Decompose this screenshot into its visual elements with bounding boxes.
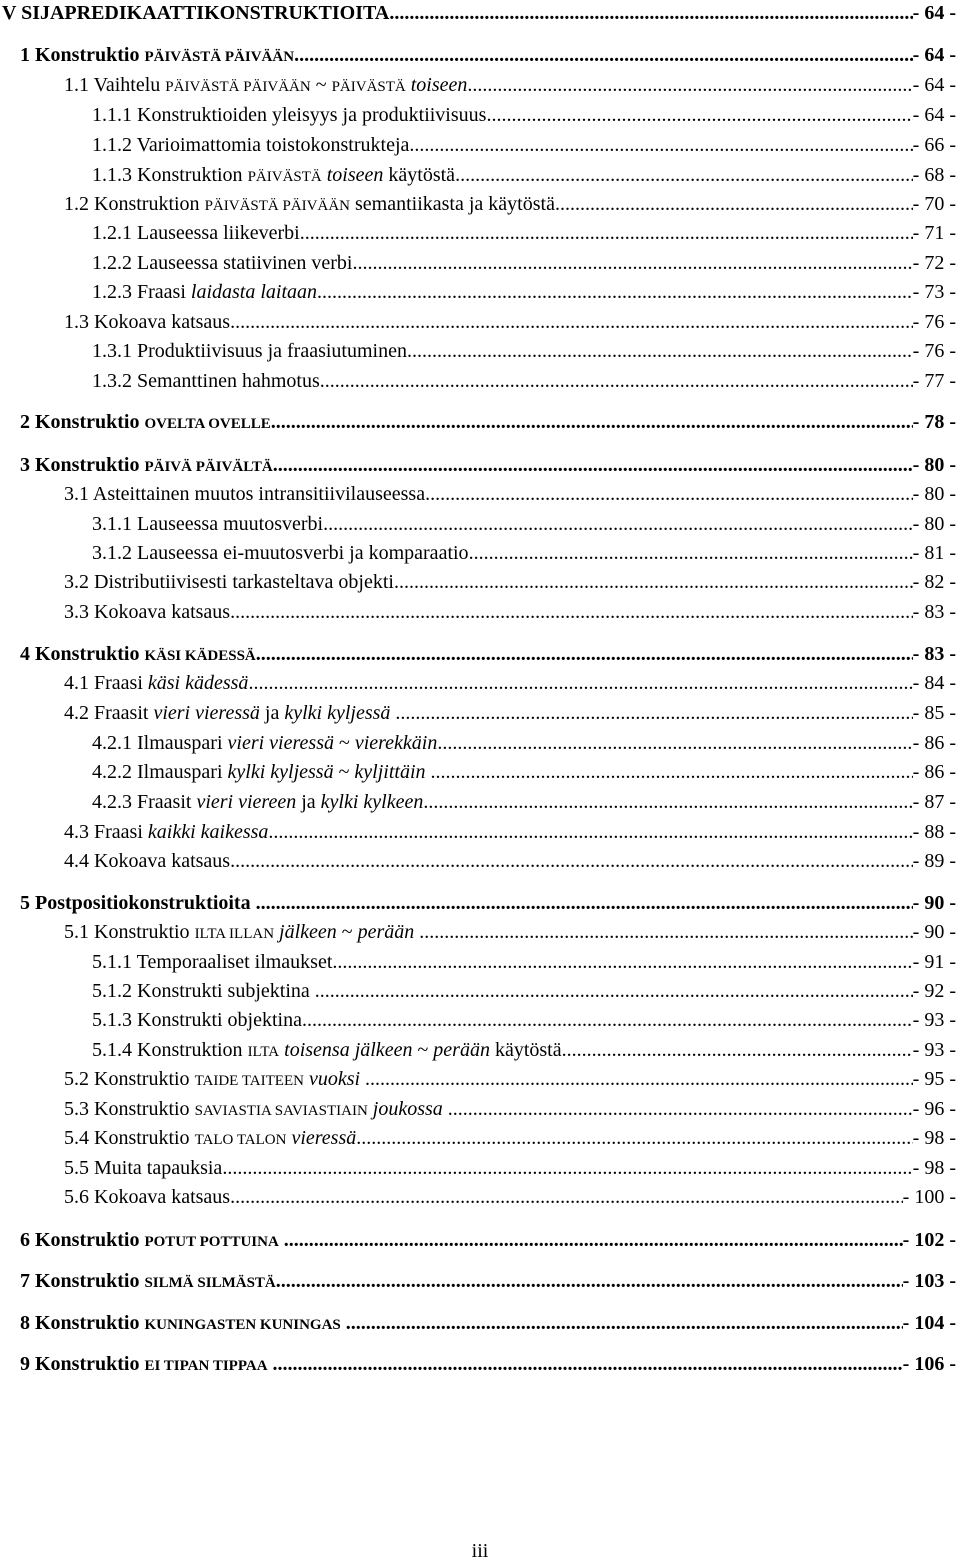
toc-entry[interactable] bbox=[64, 189, 956, 219]
toc-entry-title-part: 4.2 Fraasit bbox=[64, 702, 154, 724]
toc-entry-title bbox=[64, 1094, 448, 1124]
toc-entry-title-part: 4.2.2 Ilmauspari bbox=[92, 761, 228, 783]
toc-entry-page: - 80 - bbox=[912, 483, 956, 505]
toc-entry-title-part: 5.3 Konstruktio bbox=[64, 1098, 195, 1120]
toc-entry[interactable] bbox=[20, 40, 956, 70]
toc-entry-title-part: 5.1 Konstruktio bbox=[64, 921, 195, 943]
dot-leader bbox=[230, 1182, 903, 1212]
toc-entry-title-part: 4.2.3 Fraasit bbox=[92, 791, 197, 813]
toc-entry-title bbox=[92, 277, 317, 307]
toc-entry[interactable] bbox=[64, 817, 956, 847]
toc-entry[interactable] bbox=[20, 407, 956, 437]
toc-entry[interactable] bbox=[64, 307, 956, 337]
dot-leader bbox=[353, 248, 913, 278]
toc-entry-title bbox=[92, 509, 323, 539]
toc-entry[interactable] bbox=[92, 160, 956, 190]
dot-leader bbox=[273, 450, 913, 480]
toc-entry-title-part: ~ bbox=[333, 732, 355, 754]
dot-leader bbox=[294, 40, 913, 70]
toc-entry[interactable] bbox=[92, 277, 956, 307]
toc-entry-title-part: ~ bbox=[310, 74, 332, 96]
dot-leader bbox=[437, 728, 912, 758]
dot-leader bbox=[273, 1349, 903, 1379]
toc-entry-page: - 84 - bbox=[912, 672, 956, 694]
toc-entry-title-part: 1.1 Vaihtelu bbox=[64, 74, 166, 96]
toc-entry[interactable] bbox=[92, 728, 956, 758]
toc-entry-page: - 86 - bbox=[912, 761, 956, 783]
toc-entry-title bbox=[64, 567, 394, 597]
toc-entry-page: - 72 - bbox=[912, 252, 956, 274]
dot-leader bbox=[276, 1266, 903, 1296]
toc-entry-title-part: 1.1.3 Konstruktion bbox=[92, 164, 248, 186]
dot-leader bbox=[555, 189, 913, 219]
toc-entry[interactable] bbox=[64, 479, 956, 509]
toc-entry[interactable] bbox=[92, 100, 956, 130]
toc-entry-title-part: 1 Konstruktio bbox=[20, 44, 145, 66]
toc-entry[interactable] bbox=[20, 1349, 956, 1379]
toc-entry-title-part: laidasta laitaan bbox=[190, 281, 318, 303]
toc-entry-title-part: joukossa bbox=[372, 1098, 443, 1120]
toc-entry-title-part: PÄIVÄSTÄ PÄIVÄÄN bbox=[204, 198, 350, 214]
dot-leader bbox=[562, 1035, 913, 1065]
toc-entry-title bbox=[92, 336, 407, 366]
toc-entry[interactable] bbox=[92, 130, 956, 160]
toc-entry-page: - 64 - bbox=[912, 104, 956, 126]
dot-leader bbox=[431, 757, 913, 787]
toc-entry[interactable] bbox=[92, 947, 956, 977]
toc-entry-title-part: perään bbox=[357, 921, 415, 943]
toc-entry-title bbox=[64, 698, 395, 728]
toc-entry-title-part: käytöstä bbox=[489, 1039, 562, 1061]
toc-entry-title bbox=[92, 947, 332, 977]
toc-entry-title-part: jälkeen bbox=[279, 921, 337, 943]
toc-entry-title-part: 1.3.2 Semanttinen hahmotus bbox=[92, 370, 320, 392]
dot-leader bbox=[248, 668, 912, 698]
toc-entry[interactable] bbox=[64, 668, 956, 698]
dot-leader bbox=[455, 160, 913, 190]
toc-entry-page: - 64 - bbox=[912, 44, 956, 66]
toc-entry-title bbox=[92, 248, 353, 278]
dot-leader bbox=[346, 1308, 903, 1338]
toc-entry-page: - 91 - bbox=[912, 951, 956, 973]
dot-leader bbox=[419, 917, 912, 947]
toc-entry-title-part: ~ bbox=[336, 921, 358, 943]
toc-heading-page: - 64 - bbox=[912, 2, 956, 24]
toc-entry-title bbox=[92, 787, 423, 817]
toc-entry[interactable] bbox=[20, 1308, 956, 1338]
toc-entry[interactable] bbox=[92, 366, 956, 396]
toc-entry[interactable] bbox=[64, 70, 956, 100]
dot-leader bbox=[323, 509, 913, 539]
toc-entry-page: - 98 - bbox=[912, 1127, 956, 1149]
toc-entry[interactable] bbox=[64, 567, 956, 597]
toc-entry-title bbox=[20, 450, 273, 480]
toc-entry-title-part: vieressä bbox=[291, 1127, 357, 1149]
toc-entry-title-part: semantiikasta ja käytöstä bbox=[350, 193, 555, 215]
dot-leader bbox=[469, 538, 913, 568]
toc-entry[interactable] bbox=[64, 917, 956, 947]
toc-entry[interactable] bbox=[92, 1005, 956, 1035]
toc-entry-title-part: 2 Konstruktio bbox=[20, 411, 145, 433]
dot-leader bbox=[467, 70, 912, 100]
dot-leader bbox=[300, 218, 913, 248]
toc-entry[interactable] bbox=[92, 218, 956, 248]
toc-entry[interactable] bbox=[92, 248, 956, 278]
toc-entry-page: - 78 - bbox=[912, 411, 956, 433]
toc-entry[interactable] bbox=[64, 597, 956, 627]
toc-entry-title bbox=[64, 1182, 230, 1212]
dot-leader bbox=[222, 1153, 912, 1183]
toc-entry-title-part: toiseen bbox=[326, 164, 384, 186]
toc-entry-title bbox=[92, 160, 455, 190]
toc-entry-page: - 77 - bbox=[912, 370, 956, 392]
toc-entry-title bbox=[64, 597, 230, 627]
toc-entry-title bbox=[64, 846, 230, 876]
toc-entry-title bbox=[92, 1005, 302, 1035]
toc-entry-title-part: 5.4 Konstruktio bbox=[64, 1127, 195, 1149]
toc-entry-title-part: ja bbox=[296, 791, 321, 813]
toc-entry-title-part: 3.1.2 Lauseessa ei-muutosverbi ja komparaatio bbox=[92, 542, 469, 564]
toc-entry-title-part: käsi kädessä bbox=[147, 672, 249, 694]
toc-entry-page: - 104 - bbox=[902, 1312, 956, 1334]
toc-entry-title-part: ja bbox=[259, 702, 285, 724]
toc-entry-page: - 92 - bbox=[912, 980, 956, 1002]
toc-heading-title: V SIJAPREDIKAATTIKONSTRUKTIOITA bbox=[2, 2, 390, 24]
toc-entry-title-part: ~ bbox=[412, 1039, 434, 1061]
toc-entry-page: - 100 - bbox=[902, 1186, 956, 1208]
toc-entry-title bbox=[92, 366, 320, 396]
toc-entry[interactable] bbox=[92, 1035, 956, 1065]
toc-entry-title-part: vieri viereen bbox=[196, 791, 297, 813]
toc-entry-title-part: KÄSI KÄDESSÄ bbox=[144, 648, 256, 664]
dot-leader bbox=[317, 277, 913, 307]
toc-entry[interactable] bbox=[92, 509, 956, 539]
toc-entry-title bbox=[20, 40, 294, 70]
toc-entry-title-part: 4.2.1 Ilmauspari bbox=[92, 732, 228, 754]
toc-entry[interactable] bbox=[20, 450, 956, 480]
toc-entry-title bbox=[64, 479, 425, 509]
toc-entry-page: - 95 - bbox=[912, 1068, 956, 1090]
dot-leader bbox=[230, 597, 913, 627]
toc-entry-title-part: ILTA bbox=[247, 1044, 280, 1060]
toc-entry-title-part: 5.1.3 Konstrukti objektina bbox=[92, 1009, 302, 1031]
toc-entry-title bbox=[20, 1308, 346, 1338]
toc-entry-title-part: 4.1 Fraasi bbox=[64, 672, 148, 694]
toc-entry-title-part: kylki kyljessä bbox=[284, 702, 391, 724]
toc-entry-page: - 64 - bbox=[912, 74, 956, 96]
dot-leader bbox=[365, 1064, 913, 1094]
toc-entry-title bbox=[64, 917, 419, 947]
toc-entry[interactable] bbox=[64, 846, 956, 876]
toc-entry[interactable] bbox=[92, 787, 956, 817]
toc-entry-page: - 102 - bbox=[902, 1229, 956, 1251]
toc-entry-title-part: TAIDE TAITEEN bbox=[194, 1073, 304, 1089]
toc-entry-title-part: PÄIVÄ PÄIVÄLTÄ bbox=[144, 459, 273, 475]
toc-entry[interactable] bbox=[64, 1064, 956, 1094]
toc-entry-title-part: ~ bbox=[333, 761, 355, 783]
dot-leader bbox=[302, 1005, 913, 1035]
dot-leader bbox=[423, 787, 912, 817]
toc-entry-title-part: PÄIVÄSTÄ bbox=[331, 79, 406, 95]
dot-leader bbox=[395, 698, 912, 728]
toc-entry-title bbox=[64, 70, 467, 100]
toc-entry-title-part: 1.1.1 Konstruktioiden yleisyys ja produktiivisuus bbox=[92, 104, 487, 126]
toc-entry-page: - 76 - bbox=[912, 340, 956, 362]
dot-leader bbox=[268, 817, 912, 847]
toc-entry-page: - 86 - bbox=[912, 732, 956, 754]
toc-entry-title-part: 6 Konstruktio bbox=[20, 1229, 145, 1251]
toc-entry[interactable] bbox=[20, 1266, 956, 1296]
toc-entry-title-part: toisensa jälkeen bbox=[284, 1039, 413, 1061]
toc-entry-title-part: 5.1.2 Konstrukti subjektina bbox=[92, 980, 315, 1002]
toc-entry[interactable] bbox=[20, 639, 956, 669]
toc-entry-page: - 66 - bbox=[912, 134, 956, 156]
toc-entry-title-part: POTUT POTTUINA bbox=[144, 1234, 279, 1250]
toc-entry-page: - 85 - bbox=[912, 702, 956, 724]
toc-entry-title-part: PÄIVÄSTÄ PÄIVÄÄN bbox=[144, 49, 295, 65]
toc-entry-page: - 82 - bbox=[912, 571, 956, 593]
dot-leader bbox=[356, 1123, 912, 1153]
dot-leader bbox=[230, 307, 913, 337]
toc-entry-page: - 68 - bbox=[912, 164, 956, 186]
toc-entry-page: - 103 - bbox=[902, 1270, 956, 1292]
dot-leader bbox=[425, 479, 913, 509]
toc-entry-page: - 98 - bbox=[912, 1157, 956, 1179]
toc-entry-title-part: 8 Konstruktio bbox=[20, 1312, 145, 1334]
toc-entry[interactable] bbox=[92, 538, 956, 568]
toc-entry[interactable] bbox=[92, 757, 956, 787]
toc-entry-title bbox=[64, 189, 555, 219]
toc-entry-title-part: 5.1.4 Konstruktion bbox=[92, 1039, 248, 1061]
toc-heading bbox=[2, 0, 956, 28]
toc-entry-title bbox=[20, 1349, 273, 1379]
toc-entry-title-part: vieri vieressä bbox=[153, 702, 260, 724]
toc-entry[interactable] bbox=[20, 1225, 956, 1255]
dot-leader bbox=[256, 888, 913, 918]
toc-entry-title-part: 3.1.1 Lauseessa muutosverbi bbox=[92, 513, 324, 535]
toc-entry-title-part: 4 Konstruktio bbox=[20, 643, 145, 665]
toc-entry-title-part: kyljittäin bbox=[354, 761, 426, 783]
toc-entry-title-part: kylki kylkeen bbox=[320, 791, 424, 813]
toc-entry[interactable] bbox=[64, 1123, 956, 1153]
toc-entry[interactable] bbox=[92, 976, 956, 1006]
toc-entry-page: - 80 - bbox=[912, 454, 956, 476]
toc-entry-title bbox=[92, 538, 469, 568]
toc-entry-title-part: käytöstä bbox=[383, 164, 456, 186]
toc-entry-title-part: 3.2 Distributiivisesti tarkasteltava objekti bbox=[64, 571, 394, 593]
toc-entry-title-part: TALO TALON bbox=[194, 1132, 287, 1148]
toc-entry-title bbox=[64, 1153, 222, 1183]
toc-entry-title bbox=[64, 668, 248, 698]
toc-entry-title-part: vieri vieressä bbox=[227, 732, 334, 754]
toc-entry-page: - 96 - bbox=[912, 1098, 956, 1120]
toc-entry-page: - 93 - bbox=[912, 1009, 956, 1031]
toc-entry-title bbox=[64, 1064, 365, 1094]
toc-entry-title-part: 1.1.2 Varioimattomia toistokonstrukteja bbox=[92, 134, 410, 156]
toc-entry-title-part: 3.3 Kokoava katsaus bbox=[64, 601, 231, 623]
toc-entry-title-part: kaikki kaikessa bbox=[147, 821, 269, 843]
toc-entry-page: - 89 - bbox=[912, 850, 956, 872]
toc-entry-page: - 87 - bbox=[912, 791, 956, 813]
toc-entry-page: - 83 - bbox=[912, 601, 956, 623]
toc-entry[interactable] bbox=[64, 1094, 956, 1124]
toc-entry-title-part: 9 Konstruktio bbox=[20, 1353, 145, 1375]
toc-entry[interactable] bbox=[64, 698, 956, 728]
dot-leader bbox=[486, 100, 912, 130]
toc-entry-title bbox=[20, 407, 271, 437]
toc-entry-page: - 90 - bbox=[912, 892, 956, 914]
toc-entry-title bbox=[92, 976, 315, 1006]
toc-entry[interactable] bbox=[64, 1153, 956, 1183]
toc-entry-title-part: EI TIPAN TIPPAA bbox=[144, 1358, 268, 1374]
toc-entry-title-part: OVELTA OVELLE bbox=[144, 416, 271, 432]
toc-entry-title bbox=[92, 1035, 562, 1065]
toc-entry-title-part: 1.2 Konstruktion bbox=[64, 193, 205, 215]
toc-entry-title-part: perään bbox=[433, 1039, 490, 1061]
toc-entry-page: - 90 - bbox=[912, 921, 956, 943]
dot-leader bbox=[256, 639, 913, 669]
toc-entry-title bbox=[64, 817, 268, 847]
dot-leader bbox=[230, 846, 913, 876]
toc-entry-title bbox=[92, 100, 486, 130]
toc-entry-page: - 71 - bbox=[912, 222, 956, 244]
toc-entry-title bbox=[92, 218, 300, 248]
toc-entry[interactable] bbox=[64, 1182, 956, 1212]
toc-entry-title-part: 7 Konstruktio bbox=[20, 1270, 145, 1292]
toc-entry-title bbox=[20, 1225, 284, 1255]
toc-entry-title bbox=[20, 888, 256, 918]
toc-entry-title-part: 5.1.1 Temporaaliset ilmaukset bbox=[92, 951, 333, 973]
dot-leader bbox=[320, 366, 913, 396]
toc-entry-title bbox=[92, 757, 431, 787]
toc-entry-page: - 76 - bbox=[912, 311, 956, 333]
toc-entry-title-part: 5.6 Kokoava katsaus bbox=[64, 1186, 231, 1208]
dot-leader bbox=[389, 0, 912, 28]
toc-entry-title-part: 5.2 Konstruktio bbox=[64, 1068, 195, 1090]
toc-entry-title-part: 4.4 Kokoava katsaus bbox=[64, 850, 231, 872]
toc-entry-title-part: 1.2.1 Lauseessa liikeverbi bbox=[92, 222, 300, 244]
dot-leader bbox=[315, 976, 913, 1006]
toc-entry-title-part: 1.3.1 Produktiivisuus ja fraasiutuminen bbox=[92, 340, 407, 362]
toc-entry-title-part: 1.3 Kokoava katsaus bbox=[64, 311, 231, 333]
dot-leader bbox=[409, 130, 912, 160]
toc-entry-title-part: PÄIVÄSTÄ PÄIVÄÄN bbox=[165, 79, 311, 95]
toc-entry-title-part: 5.5 Muita tapauksia bbox=[64, 1157, 223, 1179]
toc-entry-title-part: vuoksi bbox=[308, 1068, 361, 1090]
dot-leader bbox=[394, 567, 913, 597]
toc-entry-page: - 106 - bbox=[902, 1353, 956, 1375]
toc-entry-title-part: 4.3 Fraasi bbox=[64, 821, 148, 843]
dot-leader bbox=[448, 1094, 913, 1124]
toc-entry-title-part: 5 Postpositiokonstruktioita bbox=[20, 892, 256, 914]
toc-entry-page: - 83 - bbox=[912, 643, 956, 665]
dot-leader bbox=[407, 336, 913, 366]
toc-entry-page: - 93 - bbox=[912, 1039, 956, 1061]
toc-entry-title bbox=[92, 130, 409, 160]
toc-entry-title-part: 1.2.3 Fraasi bbox=[92, 281, 191, 303]
toc-entry-page: - 73 - bbox=[912, 281, 956, 303]
toc-entry[interactable] bbox=[20, 888, 956, 918]
toc-entry-title bbox=[64, 307, 230, 337]
toc-entry-title-part: ILTA ILLAN bbox=[194, 926, 275, 942]
dot-leader bbox=[284, 1225, 903, 1255]
toc-entry-title-part: 3 Konstruktio bbox=[20, 454, 145, 476]
toc-entry-title bbox=[20, 1266, 276, 1296]
toc-entry-title-part: SILMÄ SILMÄSTÄ bbox=[144, 1275, 276, 1291]
toc-entry-title-part: SAVIASTIA SAVIASTIAIN bbox=[194, 1103, 368, 1119]
toc-entry-title-part: toiseen bbox=[410, 74, 468, 96]
dot-leader bbox=[332, 947, 912, 977]
toc-entry-title-part: 1.2.2 Lauseessa statiivinen verbi bbox=[92, 252, 353, 274]
toc-entry-title-part: kylki kyljessä bbox=[227, 761, 334, 783]
toc-entry-title bbox=[92, 728, 437, 758]
toc-entry-title-part: PÄIVÄSTÄ bbox=[247, 169, 322, 185]
toc-entry-title bbox=[64, 1123, 356, 1153]
toc-entry-title-part: vierekkäin bbox=[354, 732, 438, 754]
toc-entry-page: - 88 - bbox=[912, 821, 956, 843]
toc-entry-page: - 80 - bbox=[912, 513, 956, 535]
toc-entry-title bbox=[20, 639, 256, 669]
page-number: iii bbox=[471, 1540, 489, 1562]
toc-entry-page: - 70 - bbox=[912, 193, 956, 215]
toc-entry-title-part: 3.1 Asteittainen muutos intransitiivilauseessa bbox=[64, 483, 426, 505]
toc-entry[interactable] bbox=[92, 336, 956, 366]
toc-entry-title-part: KUNINGASTEN KUNINGAS bbox=[144, 1317, 341, 1333]
dot-leader bbox=[271, 407, 913, 437]
toc-entry-page: - 81 - bbox=[912, 542, 956, 564]
